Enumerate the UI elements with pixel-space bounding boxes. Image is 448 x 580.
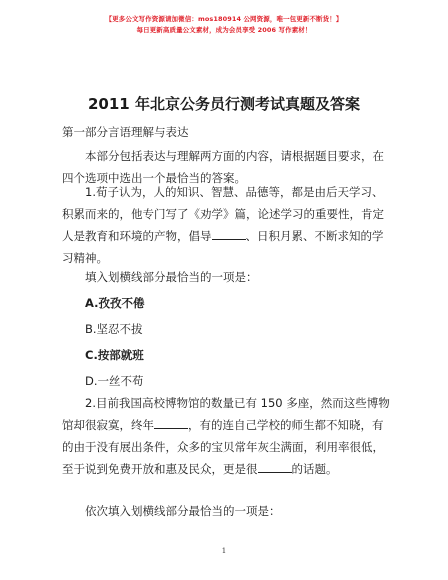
question-1-option-a: A.孜孜不倦 xyxy=(85,296,145,310)
question-2-stem-part-2: ，有的连自己学校的师生都不知晓，有的由于没有展出条件，众多的宝贝常年灰尘满面，利用率很低，至于说到免费开放和惠及民众，更是很 xyxy=(62,418,384,476)
fill-blank xyxy=(154,416,188,429)
section-heading: 第一部分言语理解与表达 xyxy=(62,125,189,139)
question-1-stem-start: 1.荀子认为，人的知识、智慧、品德等，都是由后天学习、积累而来的，他专门写了《劝学》篇，论述学习的重要性，肯定人是教育和环境的产物，倡导 xyxy=(62,185,384,243)
question-1-stem-end: 、日积月累、不断求知的学习精神。 xyxy=(62,229,384,265)
question-1-option-c: C.按部就班 xyxy=(85,348,144,362)
fill-blank xyxy=(212,227,246,240)
question-1-text xyxy=(62,181,390,269)
fill-blank xyxy=(258,460,292,473)
question-2-stem-part-1: 2.目前我国高校博物馆的数量已有 150 多座，然而这些博物馆却很寂寞，终年 xyxy=(62,396,390,432)
question-1-instruction: 填入划横线部分最恰当的一项是： xyxy=(85,270,258,284)
section-intro: 本部分包括表达与理解两方面的内容，请根据题目要求，在四个选项中选出一个最恰当的答案。 xyxy=(62,149,384,185)
page-number: 1 xyxy=(221,547,227,555)
header-promo-line-2: 每日更新高质量公文素材，成为会员享受 2006 写作素材！ xyxy=(136,26,312,34)
document-title: 2011 年北京公务员行测考试真题及答案 xyxy=(88,95,360,113)
question-2-instruction: 依次填入划横线部分最恰当的一项是： xyxy=(85,504,281,518)
question-1-option-b: B.坚忍不拔 xyxy=(85,322,143,336)
question-1-option-d: D.一丝不苟 xyxy=(85,374,144,388)
question-2-stem-part-3: 的话题。 xyxy=(291,462,338,476)
question-2-text xyxy=(62,392,390,480)
header-promo-line-1: 【更多公文写作资源请加微信：mos180914 公网资源，唯一包更新不断货！】 xyxy=(105,15,343,23)
